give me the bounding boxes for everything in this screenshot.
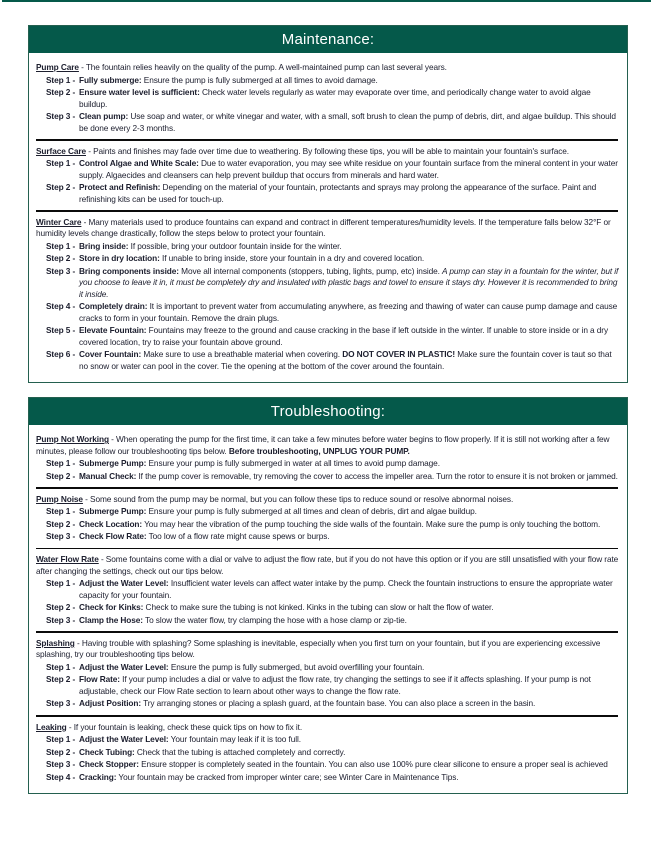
step-number: Step 1 - bbox=[46, 240, 76, 251]
maintenance-section bbox=[28, 25, 628, 383]
text-run: Adjust the Water Level: bbox=[79, 578, 169, 589]
step-number: Step 2 - bbox=[46, 182, 76, 193]
text-run: Control Algae and White Scale: bbox=[79, 158, 199, 169]
troubleshooting-section-title: Troubleshooting: bbox=[270, 403, 386, 421]
step-number: Step 1 - bbox=[46, 506, 76, 517]
step-text bbox=[79, 615, 619, 627]
text-run: - Some fountains come with a dial or valve to adjust the flow rate, but if you do not have this option or if you are still unsatisfied with your flow rate after changing the settings, check out our tips below. bbox=[36, 554, 619, 576]
text-run: Before troubleshooting, UNPLUG YOUR PUMP. bbox=[228, 445, 410, 456]
step-row bbox=[46, 75, 619, 87]
step-text bbox=[79, 301, 619, 324]
step-row bbox=[46, 615, 619, 627]
text-run: Check Location: bbox=[79, 518, 143, 529]
step-row bbox=[46, 698, 619, 710]
step-number: Step 4 - bbox=[46, 301, 76, 312]
step-number: Step 1 - bbox=[46, 661, 76, 672]
step-number: Step 2 - bbox=[46, 518, 76, 529]
text-run: If unable to bring inside, store your fountain in a dry and covered location. bbox=[159, 253, 425, 264]
step-text bbox=[79, 747, 619, 759]
step-number: Step 3 - bbox=[46, 111, 76, 121]
step-row bbox=[46, 471, 619, 483]
step-text bbox=[79, 75, 619, 87]
text-run: - Having trouble with splashing? Some splashing is inevitable, especially when you first turn on your fountain, but if you are experiencing excessive splashing, try our troubleshooting tips below. bbox=[36, 637, 601, 660]
step-text bbox=[79, 602, 619, 614]
step-text bbox=[79, 471, 619, 483]
text-run: - The fountain relies heavily on the quality of the pump. A well-maintained pump can last several years. bbox=[78, 62, 447, 72]
step-number: Step 5 - bbox=[46, 325, 76, 336]
step-text bbox=[79, 674, 619, 697]
step-text bbox=[79, 253, 619, 265]
step-number: Step 4 - bbox=[46, 771, 76, 782]
group-title: Leaking bbox=[36, 721, 67, 732]
text-run: Check Stopper: bbox=[79, 759, 139, 770]
step-number: Step 2 - bbox=[46, 470, 76, 481]
section-divider bbox=[36, 487, 618, 489]
step-text bbox=[79, 531, 619, 543]
step-row bbox=[46, 662, 619, 674]
text-run: Bring inside: bbox=[79, 240, 129, 251]
step-row bbox=[46, 531, 619, 543]
text-run: Ensure your pump is fully submerged in water at all times to avoid pump damage. bbox=[146, 458, 440, 469]
troubleshooting-section-header bbox=[29, 398, 627, 425]
text-run: If possible, bring your outdoor fountain inside for the winter. bbox=[128, 240, 342, 251]
text-run: Adjust the Water Level: bbox=[79, 661, 169, 672]
text-run: A pump can stay in a fountain for the winter, but if you choose to leave it in, it must be completely dry and insulated with plastic bags and towel to ensure it stays dry. However it is recommended to bring it inside. bbox=[79, 265, 619, 299]
maintenance-section-content bbox=[29, 53, 627, 382]
text-run: Submerge Pump: bbox=[79, 458, 147, 469]
step-number: Step 2 - bbox=[46, 746, 76, 757]
group-heading bbox=[36, 217, 619, 240]
section-divider bbox=[36, 548, 618, 550]
step-number: Step 3 - bbox=[46, 698, 76, 709]
step-text bbox=[79, 266, 619, 301]
step-row bbox=[46, 458, 619, 470]
section-divider bbox=[36, 210, 618, 212]
step-number: Step 3 - bbox=[46, 759, 76, 770]
text-run: Your fountain may leak if it is too full. bbox=[168, 734, 301, 745]
text-run: Make sure to use a breathable material when covering. bbox=[141, 349, 343, 360]
step-number: Step 1 - bbox=[46, 578, 76, 589]
top-divider bbox=[2, 0, 651, 2]
step-row bbox=[46, 87, 619, 110]
step-row bbox=[46, 111, 619, 134]
text-run: Ensure your pump is fully submerged at all times and clean of debris, dirt and algae buildup. bbox=[146, 506, 477, 517]
text-run: If your pump includes a dial or valve to adjust the flow rate, try changing the settings to see if it affects splashing. If your pump is not adjustable, check our Flow Rate section to learn about other ways to change the flow rate. bbox=[79, 674, 591, 696]
group-title: Water Flow Rate bbox=[36, 554, 99, 565]
step-text bbox=[79, 111, 619, 134]
step-row bbox=[46, 747, 619, 759]
troubleshooting-section bbox=[28, 397, 628, 794]
step-number: Step 3 - bbox=[46, 265, 76, 276]
step-text bbox=[79, 772, 619, 784]
step-number: Step 2 - bbox=[46, 674, 76, 685]
text-run: Elevate Fountain: bbox=[79, 325, 147, 336]
text-run: Protect and Refinish: bbox=[79, 182, 161, 193]
text-run: - When operating the pump for the first time, it can take a few minutes before water begins to flow properly. If it is still not working after a few minutes, please follow our troubleshooting tips below. bbox=[36, 434, 610, 456]
step-row bbox=[46, 674, 619, 697]
text-run: Completely drain: bbox=[79, 301, 148, 312]
step-row bbox=[46, 772, 619, 784]
text-run: Use soap and water, or white vinegar and water, with a small, soft brush to clean the pump of debris, dirt, and algae buildup. This should be done every 2-3 months. bbox=[79, 111, 616, 133]
text-run: You may hear the vibration of the pump touching the side walls of the fountain. Make sure the pump is only touching the bottom. bbox=[142, 518, 601, 529]
step-row bbox=[46, 759, 619, 771]
text-run: To slow the water flow, try clamping the hose with a hose clamp or zip-tie. bbox=[142, 614, 407, 625]
text-run: Ensure the pump is fully submerged, but avoid overfilling your fountain. bbox=[168, 661, 425, 672]
step-text bbox=[79, 182, 619, 205]
step-text bbox=[79, 759, 619, 771]
text-run: Bring components inside: bbox=[79, 265, 179, 276]
maintenance-section-title: Maintenance: bbox=[281, 31, 375, 48]
text-run: Depending on the material of your fountain, protectants and sprays may prolong the appearance of the surface. Paint and refinishing kits can be used for touch-up. bbox=[79, 182, 597, 204]
group-heading bbox=[36, 554, 619, 577]
text-run: Check Flow Rate: bbox=[79, 531, 147, 542]
text-run: Fountains may freeze to the ground and cause cracking in the base if left outside in the winter. If unable to store inside or in a dry covered location, try to raise your fountain above ground. bbox=[79, 325, 608, 347]
group-title: Surface Care bbox=[36, 145, 86, 156]
step-number: Step 1 - bbox=[46, 74, 76, 85]
step-row bbox=[46, 158, 619, 181]
step-text bbox=[79, 458, 619, 470]
section-divider bbox=[36, 139, 618, 141]
text-run: - If your fountain is leaking, check these quick tips on how to fix it. bbox=[66, 721, 303, 732]
group-title: Pump Care bbox=[36, 62, 79, 72]
text-run: Ensure the pump is fully submerged at all times to avoid damage. bbox=[141, 74, 378, 85]
step-row bbox=[46, 602, 619, 614]
step-number: Step 1 - bbox=[46, 734, 76, 745]
step-text bbox=[79, 662, 619, 674]
step-text bbox=[79, 506, 619, 518]
text-run: Ensure water level is sufficient: bbox=[79, 87, 200, 97]
text-run: Fully submerge: bbox=[79, 74, 142, 85]
text-run: Clean pump: bbox=[79, 111, 129, 121]
text-run: Check Tubing: bbox=[79, 746, 135, 757]
text-run: Insufficient water levels can affect water intake by the pump. Check the fountain instructions to ensure the appropriate water capacity for your fountain. bbox=[79, 578, 613, 600]
step-number: Step 3 - bbox=[46, 531, 76, 542]
step-text bbox=[79, 698, 619, 710]
maintenance-section-header bbox=[29, 26, 627, 53]
step-row bbox=[46, 519, 619, 531]
text-run: - Many materials used to produce fountains can expand and contract in different temperatures/humidity levels. If the temperature falls below 32°F or humidity levels change drastically, follow the steps below to protect your fountain. bbox=[36, 216, 611, 239]
step-row bbox=[46, 266, 619, 301]
text-run: Your fountain may be cracked from improper winter care; see Winter Care in Maintenance Tips. bbox=[116, 771, 459, 782]
group-heading bbox=[36, 62, 619, 74]
step-number: Step 2 - bbox=[46, 602, 76, 613]
step-number: Step 1 - bbox=[46, 158, 76, 169]
text-run: Check water levels regularly as water may evaporate over time, and periodically change water to avoid algae buildup. bbox=[79, 87, 591, 109]
text-run: Ensure stopper is completely seated in the fountain. You can also use 100% pure clear silicone to ensure a proper seal is achieved bbox=[138, 759, 608, 770]
text-run: Adjust Position: bbox=[79, 698, 142, 709]
text-run: - Paints and finishes may fade over time due to weathering. By following these tips, you will be able to maintain your fountain's surface. bbox=[86, 145, 569, 156]
group-heading bbox=[36, 638, 619, 661]
group-heading bbox=[36, 434, 619, 457]
group-heading bbox=[36, 722, 619, 734]
text-run: Flow Rate: bbox=[79, 674, 120, 685]
step-number: Step 3 - bbox=[46, 614, 76, 625]
text-run: Cover Fountain: bbox=[79, 349, 142, 360]
step-row bbox=[46, 182, 619, 205]
group-heading bbox=[36, 146, 619, 158]
step-number: Step 2 - bbox=[46, 253, 76, 264]
text-run: Due to water evaporation, you may see white residue on your fountain surface from the mineral content in your water supply. Algaecides and cleansers can help prevent buildup that occurs from minerals and hard water. bbox=[79, 158, 618, 180]
group-title: Winter Care bbox=[36, 216, 82, 227]
text-run: - Some sound from the pump may be normal, but you can follow these tips to reduce sound or resolve abnormal noises. bbox=[82, 493, 514, 504]
section-divider bbox=[36, 715, 618, 717]
text-run: Move all internal components (stoppers, tubing, lights, pump, etc) inside. bbox=[178, 265, 443, 276]
step-row bbox=[46, 253, 619, 265]
step-text bbox=[79, 349, 619, 372]
step-text bbox=[79, 87, 619, 110]
step-row bbox=[46, 506, 619, 518]
step-row bbox=[46, 325, 619, 348]
step-number: Step 6 - bbox=[46, 349, 76, 360]
text-run: Try arranging stones or placing a splash guard, at the fountain base. You can also place a screen in the basin. bbox=[141, 698, 536, 709]
step-row bbox=[46, 734, 619, 746]
step-row bbox=[46, 301, 619, 324]
text-run: Cracking: bbox=[79, 771, 117, 782]
step-text bbox=[79, 158, 619, 181]
group-title: Splashing bbox=[36, 637, 75, 648]
text-run: Make sure the fountain cover is taut so that no snow or water can pool in the cover. Tie the opening at the bottom of the cover around the fountain. bbox=[79, 349, 612, 371]
step-row bbox=[46, 349, 619, 372]
text-run: Adjust the Water Level: bbox=[79, 734, 169, 745]
step-text bbox=[79, 734, 619, 746]
step-number: Step 2 - bbox=[46, 87, 76, 97]
step-number: Step 1 - bbox=[46, 458, 76, 469]
text-run: Manual Check: bbox=[79, 470, 137, 481]
step-text bbox=[79, 241, 619, 253]
text-run: DO NOT COVER IN PLASTIC! bbox=[342, 349, 456, 360]
group-title: Pump Not Working bbox=[36, 434, 109, 445]
step-text bbox=[79, 578, 619, 601]
text-run: Clamp the Hose: bbox=[79, 614, 143, 625]
section-divider bbox=[36, 631, 618, 633]
text-run: Submerge Pump: bbox=[79, 506, 147, 517]
step-row bbox=[46, 578, 619, 601]
text-run: It is important to prevent water from accumulating anywhere, as freezing and thawing of water can cause pump damage and cause cracks to form in your fountain. Remove the drain plugs. bbox=[79, 301, 618, 323]
step-text bbox=[79, 519, 619, 531]
text-run: Too low of a flow rate might cause spews or burps. bbox=[146, 531, 330, 542]
step-row bbox=[46, 241, 619, 253]
group-title: Pump Noise bbox=[36, 493, 83, 504]
troubleshooting-section-content bbox=[29, 425, 627, 793]
text-run: Check for Kinks: bbox=[79, 602, 144, 613]
step-text bbox=[79, 325, 619, 348]
text-run: Check that the tubing is attached completely and correctly. bbox=[134, 746, 346, 757]
text-run: Check to make sure the tubing is not kinked. Kinks in the tubing can slow or halt the flow of water. bbox=[143, 602, 494, 613]
group-heading bbox=[36, 494, 619, 506]
text-run: If the pump cover is removable, try removing the cover to access the impeller area. Turn the rotor to ensure it is not broken or jammed. bbox=[136, 470, 618, 481]
text-run: Store in dry location: bbox=[79, 253, 160, 264]
